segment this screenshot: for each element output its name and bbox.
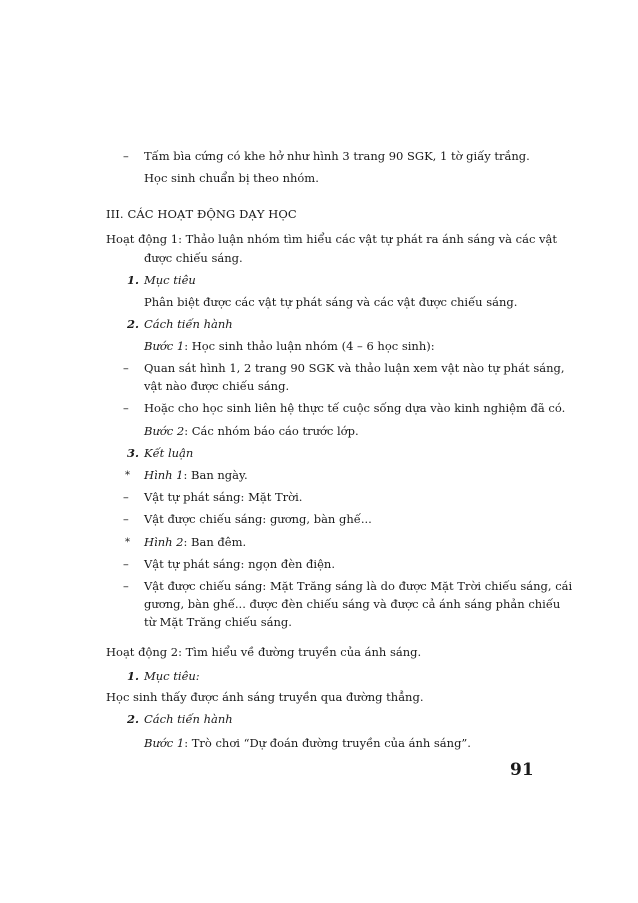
heading-number: 1. bbox=[127, 273, 140, 287]
step-text: : Các nhóm báo cáo trước lớp. bbox=[184, 424, 359, 438]
dash-bullet: – bbox=[123, 557, 129, 571]
star-bullet: * bbox=[125, 470, 130, 481]
figure-text: : Ban ngày. bbox=[183, 468, 248, 482]
activity-2-title: Hoạt động 2: Tìm hiểu về đường truyền của ánh sáng. bbox=[106, 645, 422, 659]
figure-text: : Ban đêm. bbox=[183, 535, 247, 549]
step-text: : Học sinh thảo luận nhóm (4 – 6 học sinh): bbox=[184, 339, 435, 353]
figure-label: Hình 2 bbox=[144, 535, 184, 549]
heading-text: Cách tiến hành bbox=[144, 317, 233, 331]
heading-number: 3. bbox=[127, 446, 140, 460]
materials-note-text: Học sinh chuẩn bị theo nhóm. bbox=[144, 171, 319, 185]
goal-text: Học sinh thấy được ánh sáng truyền qua đường thẳng. bbox=[106, 690, 424, 704]
dash-bullet: – bbox=[123, 361, 129, 375]
list-item-text: Quan sát hình 1, 2 trang 90 SGK và thảo luận xem vật nào tự phát sáng, bbox=[144, 361, 565, 375]
step-text: : Trò chơi “Dự đoán đường truyền của ánh sáng”. bbox=[184, 736, 471, 750]
heading-text: Kết luận bbox=[144, 446, 194, 460]
dash-bullet: – bbox=[123, 490, 129, 504]
list-item-text: Vật tự phát sáng: ngọn đèn điện. bbox=[144, 557, 335, 571]
heading-number: 2. bbox=[127, 317, 140, 331]
step-1 bbox=[144, 736, 471, 751]
heading-text: Cách tiến hành bbox=[144, 712, 233, 726]
star-bullet: * bbox=[125, 537, 130, 548]
heading-text: Mục tiêu bbox=[144, 273, 196, 287]
step-label: Bước 1 bbox=[144, 339, 185, 353]
step-label: Bước 1 bbox=[144, 736, 185, 750]
step-1 bbox=[144, 339, 435, 354]
activity-1-title: Hoạt động 1: Thảo luận nhóm tìm hiểu các vật tự phát ra ánh sáng và các vật bbox=[106, 232, 558, 246]
dash-bullet: – bbox=[123, 401, 129, 415]
heading-text: Mục tiêu: bbox=[144, 669, 200, 683]
dash-bullet: – bbox=[123, 579, 129, 593]
page-number: 91 bbox=[510, 760, 534, 780]
heading-number: 1. bbox=[127, 669, 140, 683]
activity-1-title-cont: được chiếu sáng. bbox=[144, 251, 243, 265]
list-item-cont: vật nào được chiếu sáng. bbox=[144, 379, 290, 393]
list-item-text: Vật được chiếu sáng: Mặt Trăng sáng là do được Mặt Trời chiếu sáng, cái bbox=[144, 579, 573, 593]
list-item-text: Vật được chiếu sáng: gương, bàn ghế... bbox=[144, 512, 372, 526]
heading-number: 2. bbox=[127, 712, 140, 726]
list-item-text: Vật tự phát sáng: Mặt Trời. bbox=[144, 490, 303, 504]
dash-bullet: – bbox=[123, 149, 129, 163]
goal-text: Phân biệt được các vật tự phát sáng và các vật được chiếu sáng. bbox=[144, 295, 518, 309]
materials-text: Tấm bìa cứng có khe hở như hình 3 trang 90 SGK, 1 tờ giấy trắng. bbox=[144, 149, 530, 163]
section-title: III. CÁC HOẠT ĐỘNG DẠY HỌC bbox=[106, 207, 297, 221]
dash-bullet: – bbox=[123, 512, 129, 526]
list-item-text: Hoặc cho học sinh liên hệ thực tế cuộc sống dựa vào kinh nghiệm đã có. bbox=[144, 401, 566, 415]
figure-label: Hình 1 bbox=[144, 468, 184, 482]
step-2 bbox=[144, 424, 359, 439]
list-item-cont: gương, bàn ghế... được đèn chiếu sáng và được cả ánh sáng phản chiếu bbox=[144, 597, 561, 611]
list-item-cont: từ Mặt Trăng chiếu sáng. bbox=[144, 615, 292, 629]
step-label: Bước 2 bbox=[144, 424, 185, 438]
